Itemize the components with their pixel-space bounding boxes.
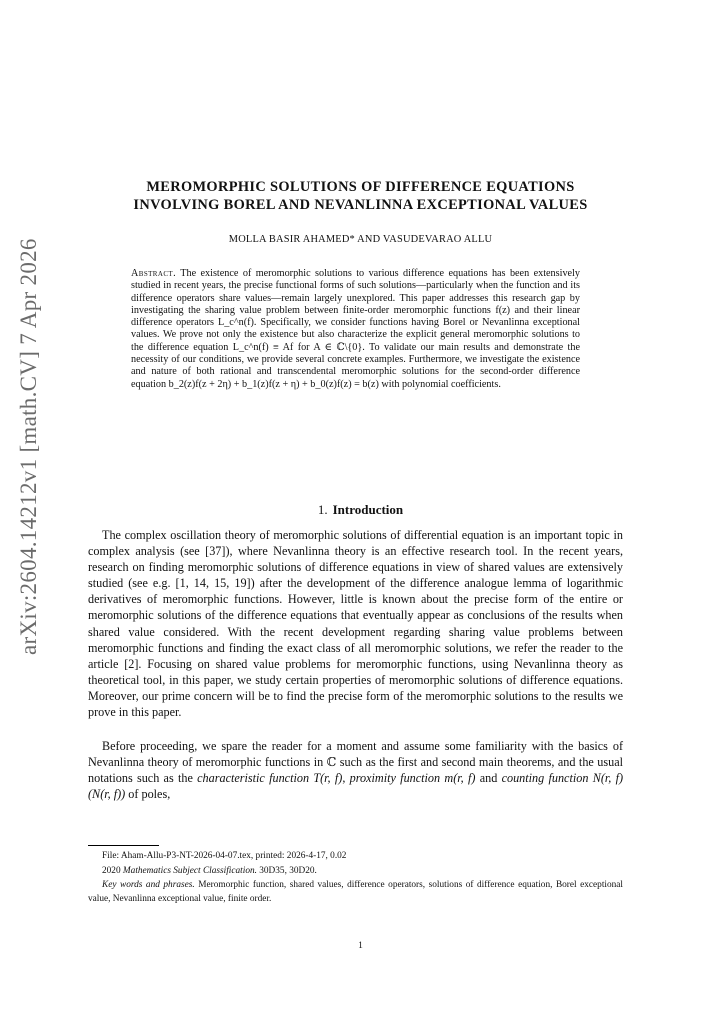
abstract-text: The existence of meromorphic solutions to various difference equations has been extensively studied in recent years, the precise functional forms of such solutions—particularly when the function and its difference operators share values—remain largely unexplored. This paper addresses this research gap by investigating the sharing value problem between finite-order meromorphic functions f(z) and their linear difference operators L_c^n(f). Specifically, we consider functions having Borel or Nevanlinna exceptional values. We prove not only the existence but also characterize the explicit general meromorphic solutions to the difference equation L_c^n(f) ≡ Af for A ∈ ℂ\{0}. To validate our main results and demonstrate the necessity of our conditions, we provide several concrete examples. Furthermore, we investigate the existence and nature of both rational and transcendental meromorphic solutions for the second-order difference equation b_2(z)f(z + 2η) + b_1(z)f(z + η) + b_0(z)f(z) = b(z) with polynomial coefficients. bbox=[131, 268, 580, 390]
paragraph2-sep-2: and bbox=[475, 771, 502, 786]
paragraph2-sep-1: , bbox=[342, 771, 350, 786]
section-title: Introduction bbox=[332, 502, 404, 517]
intro-paragraph-1: The complex oscillation theory of meromorphic solutions of differential equation is an important topic in complex analysis (see [37]), where Nevanlinna theory is an effective research tool. In the recent years, research on finding meromorphic solutions of difference equations in view of shared values are extensively studied (see e.g. [1, 14, 15, 19]) after the development of the difference analogue lemma of logarithmic derivatives of meromorphic functions. However, little is known about the precise form of the entire or meromorphic solutions of the difference equations that eventually appear as conclusions of the results when shared value considered. With the recent development regarding sharing value problems between meromorphic functions and finding the exact class of all meromorphic solutions, we refer the reader to the article [2]. Focusing on shared value problems for meromorphic functions, using Nevanlinna theory as theoretical tool, in this paper, we study certain properties of meromorphic solutions of difference equations. Moreover, our prime concern will be to find the precise form of the meromorphic solutions to the results we prove in this paper. bbox=[88, 528, 623, 720]
math-characteristic: T(r, f) bbox=[313, 771, 343, 786]
math-reduced-counting: (N(r, f)) bbox=[88, 787, 126, 802]
keywords-label: Key words and phrases. bbox=[102, 880, 195, 890]
term-proximity-function: proximity function bbox=[349, 771, 441, 786]
section-number: 1. bbox=[317, 502, 328, 517]
term-characteristic-function: characteristic function bbox=[197, 771, 310, 786]
paragraph2-text-a: Before proceeding, we spare the reader for a moment and assume some familiarity with the basics of Nevanlinna theory of meromorphic functions in ℂ such as the first and second main theorems, and the usual notations such as the bbox=[88, 739, 623, 786]
msc-year: 2020 bbox=[102, 866, 123, 876]
footnote-rule bbox=[88, 845, 159, 846]
footnote-keywords bbox=[88, 879, 623, 906]
section-heading-introduction bbox=[60, 502, 661, 518]
keywords-text: Meromorphic function, shared values, difference operators, solutions of difference equation, Borel exceptional value, Nevanlinna exceptional value, finite order. bbox=[88, 880, 624, 904]
math-proximity: m(r, f) bbox=[444, 771, 476, 786]
term-counting-function: counting function bbox=[501, 771, 589, 786]
author-list: MOLLA BASIR AHAMED* AND VASUDEVARAO ALLU bbox=[228, 234, 493, 245]
abstract-label: Abstract. bbox=[131, 268, 177, 279]
math-counting: N(r, f) bbox=[592, 771, 624, 786]
paper-title bbox=[60, 178, 661, 214]
abstract bbox=[131, 268, 580, 391]
footnote-msc bbox=[88, 865, 637, 879]
title-line-1: MEROMORPHIC SOLUTIONS OF DIFFERENCE EQUATIONS bbox=[146, 179, 575, 195]
msc-codes: 30D35, 30D20. bbox=[256, 866, 317, 876]
page-number: 1 bbox=[358, 941, 363, 951]
arxiv-identifier-stamp: arXiv:2604.14212v1 [math.CV] 7 Apr 2026 bbox=[16, 238, 41, 655]
paragraph2-text-b: of poles, bbox=[125, 787, 171, 802]
footnote-file-info: File: Aham-Allu-P3-NT-2026-04-07.tex, printed: 2026-4-17, 0.02 bbox=[102, 851, 347, 861]
title-line-2: INVOLVING BOREL AND NEVANLINNA EXCEPTIONAL VALUES bbox=[133, 197, 588, 213]
msc-label: Mathematics Subject Classification. bbox=[122, 866, 257, 876]
intro-paragraph-2 bbox=[88, 738, 623, 802]
